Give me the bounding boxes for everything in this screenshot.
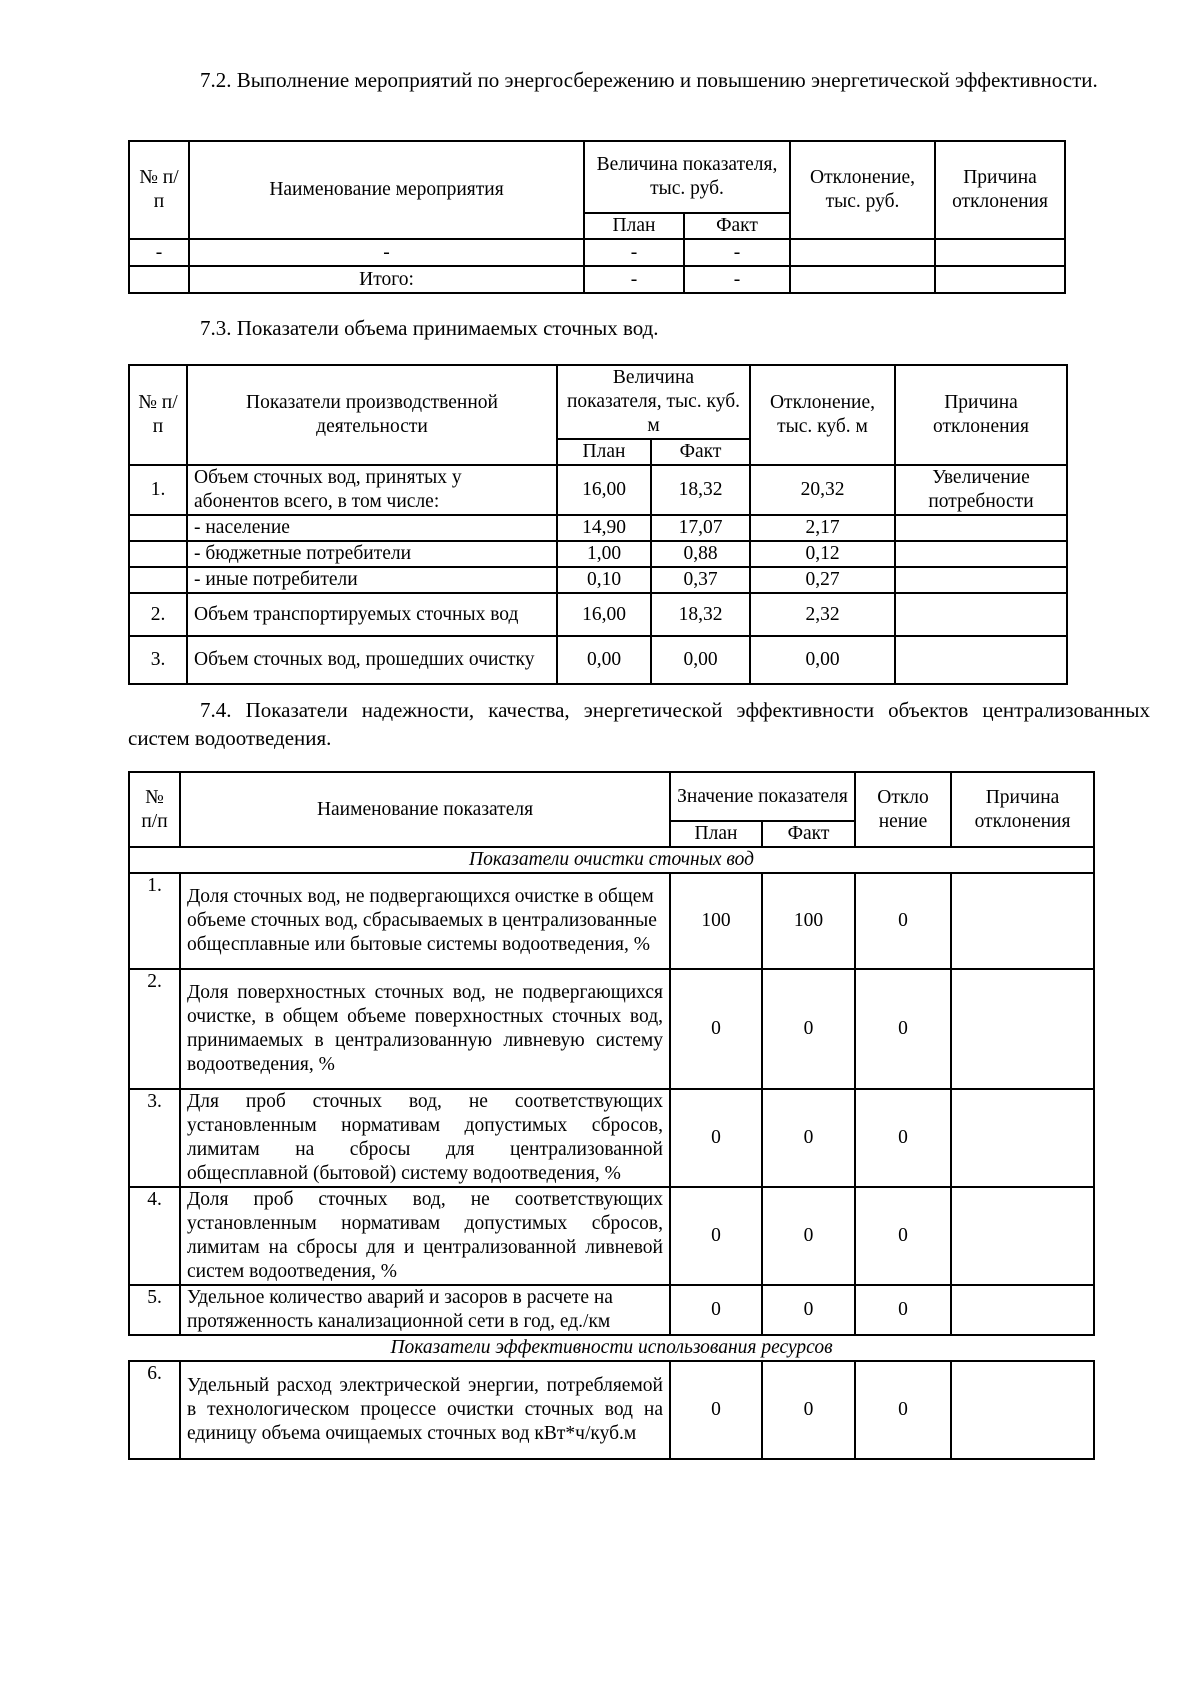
section-7-4-heading (128, 696, 1150, 752)
cell-plan: 16,00 (557, 593, 651, 636)
header-indicator-name: Наименование показателя (180, 772, 670, 847)
table-row (129, 1187, 1094, 1285)
header-num: № п/п (129, 772, 180, 847)
table-row (129, 567, 1067, 593)
cell-deviation: 0 (855, 1285, 951, 1335)
header-measure-name: Наименование мероприятия (189, 141, 584, 239)
cell-deviation: 0 (855, 1089, 951, 1187)
cell-reason (935, 266, 1065, 293)
cell-deviation: 0,00 (750, 636, 895, 684)
cell-fact: - (684, 239, 790, 266)
cell-plan: 100 (670, 873, 762, 969)
cell-num: 3. (129, 1089, 180, 1187)
header-plan: План (557, 439, 651, 465)
cell-name: Доля проб сточных вод, не соответствующих установленным нормативам допустимых сбросов, лимитам на сбросы для и централизованной ливневой систем водоотведения, % (180, 1187, 670, 1285)
cell-reason (895, 515, 1067, 541)
cell-plan: 0,00 (557, 636, 651, 684)
header-reason: Причина отклонения (951, 772, 1094, 847)
cell-plan: 1,00 (557, 541, 651, 567)
cell-reason (951, 969, 1094, 1089)
cell-deviation: 0 (855, 969, 951, 1089)
section-7-3-title: Показатели объема принимаемых сточных вод. (236, 316, 659, 340)
section-7-3-heading (128, 314, 1150, 342)
cell-fact: 0,00 (651, 636, 750, 684)
cell-num: 1. (129, 465, 187, 515)
section-7-4-number: 7.4. (200, 698, 232, 722)
cell-num: 6. (129, 1361, 180, 1459)
table-row (129, 239, 1065, 266)
header-reason: Причина отклонения (935, 141, 1065, 239)
cell-deviation: 2,17 (750, 515, 895, 541)
header-fact: Факт (684, 213, 790, 239)
cell-name: Объем сточных вод, принятых у абонентов всего, в том числе: (187, 465, 557, 515)
cell-fact: 0 (762, 1089, 855, 1187)
cell-plan: 0 (670, 1187, 762, 1285)
table-row (129, 593, 1067, 636)
header-plan: План (584, 213, 684, 239)
cell-plan: 0 (670, 1285, 762, 1335)
cell-fact: 0 (762, 969, 855, 1089)
cell-name: Объем сточных вод, прошедших очистку (187, 636, 557, 684)
cell-fact: 100 (762, 873, 855, 969)
cell-num: 3. (129, 636, 187, 684)
cell-fact: 0,88 (651, 541, 750, 567)
section-7-2-number: 7.2. (200, 68, 232, 92)
cell-num (129, 266, 189, 293)
header-plan: План (670, 821, 762, 847)
cell-reason (895, 636, 1067, 684)
cell-name: Объем транспортируемых сточных вод (187, 593, 557, 636)
cell-fact: 0 (762, 1361, 855, 1459)
header-num: № п/п (129, 141, 189, 239)
cell-num (129, 567, 187, 593)
cell-num: 5. (129, 1285, 180, 1335)
cell-fact: 0 (762, 1285, 855, 1335)
cell-num (129, 515, 187, 541)
header-fact: Факт (762, 821, 855, 847)
header-indicator-name: Показатели производственной деятельности (187, 365, 557, 465)
cell-deviation: 2,32 (750, 593, 895, 636)
cell-name: Доля поверхностных сточных вод, не подвергающихся очистке, в общем объеме поверхностных сточных вод, принимаемых в централизованную ливневую систему водоотведения, % (180, 969, 670, 1089)
cell-fact: 0,37 (651, 567, 750, 593)
table-row (129, 515, 1067, 541)
header-deviation: Отклонение, тыс. куб. м (750, 365, 895, 465)
table-row (129, 541, 1067, 567)
cell-name: - бюджетные потребители (187, 541, 557, 567)
table-row (129, 873, 1094, 969)
table-total-row (129, 266, 1065, 293)
cell-name: - (189, 239, 584, 266)
cell-plan: 0 (670, 1361, 762, 1459)
table-row (129, 1285, 1094, 1335)
cell-deviation: 20,32 (750, 465, 895, 515)
cell-deviation (790, 239, 935, 266)
table-row (129, 1089, 1094, 1187)
header-deviation: Отклонение, тыс. руб. (790, 141, 935, 239)
cell-deviation: 0,12 (750, 541, 895, 567)
header-reason: Причина отклонения (895, 365, 1067, 465)
cell-reason (895, 567, 1067, 593)
cell-plan: 0 (670, 969, 762, 1089)
cell-plan: - (584, 239, 684, 266)
cell-reason (935, 239, 1065, 266)
cell-reason (951, 873, 1094, 969)
section-header-wastewater-treatment: Показатели очистки сточных вод (129, 847, 1094, 873)
cell-plan: 14,90 (557, 515, 651, 541)
header-value: Величина показателя, тыс. руб. (584, 141, 790, 213)
section-7-3-number: 7.3. (200, 316, 232, 340)
cell-fact: - (684, 266, 790, 293)
cell-num: 4. (129, 1187, 180, 1285)
cell-name: - население (187, 515, 557, 541)
section-7-2-heading (128, 66, 1150, 94)
cell-deviation: 0 (855, 1361, 951, 1459)
table-row (129, 465, 1067, 515)
cell-name: Удельное количество аварий и засоров в расчете на протяженность канализационной сети в год, ед./км (180, 1285, 670, 1335)
cell-reason (895, 593, 1067, 636)
cell-num: 1. (129, 873, 180, 969)
cell-total-label: Итого: (189, 266, 584, 293)
cell-fact: 17,07 (651, 515, 750, 541)
cell-plan: 0 (670, 1089, 762, 1187)
cell-fact: 18,32 (651, 593, 750, 636)
table-row (129, 1361, 1094, 1459)
cell-plan: 16,00 (557, 465, 651, 515)
cell-deviation: 0,27 (750, 567, 895, 593)
header-num: № п/п (129, 365, 187, 465)
cell-deviation: 0 (855, 1187, 951, 1285)
cell-name: Удельный расход электрической энергии, потребляемой в технологическом процессе очистки сточных вод на единицу объема очищаемых сточных вод кВт*ч/куб.м (180, 1361, 670, 1459)
header-fact: Факт (651, 439, 750, 465)
cell-deviation: 0 (855, 873, 951, 969)
table-row (129, 636, 1067, 684)
cell-fact: 18,32 (651, 465, 750, 515)
table-row (129, 969, 1094, 1089)
cell-name: Доля сточных вод, не подвергающихся очистке в общем объеме сточных вод, сбрасываемых в централизованные общесплавные или бытовые системы водоотведения, % (180, 873, 670, 969)
cell-num: 2. (129, 593, 187, 636)
table-reliability-indicators (128, 771, 1095, 1460)
cell-num: 2. (129, 969, 180, 1089)
header-deviation: Откло нение (855, 772, 951, 847)
cell-plan: 0,10 (557, 567, 651, 593)
table-energy-saving-measures (128, 140, 1066, 294)
cell-name: Для проб сточных вод, не соответствующих установленным нормативам допустимых сбросов, лимитам на сбросы для централизованной общесплавной (бытовой) систему водоотведения, % (180, 1089, 670, 1187)
table-wastewater-volume (128, 364, 1068, 685)
cell-reason (951, 1361, 1094, 1459)
cell-reason (951, 1089, 1094, 1187)
cell-fact: 0 (762, 1187, 855, 1285)
header-value: Значение показателя (670, 772, 855, 821)
cell-num: - (129, 239, 189, 266)
cell-num (129, 541, 187, 567)
cell-reason (951, 1285, 1094, 1335)
cell-deviation (790, 266, 935, 293)
cell-plan: - (584, 266, 684, 293)
cell-name: - иные потребители (187, 567, 557, 593)
cell-reason: Увеличение потребности (895, 465, 1067, 515)
cell-reason (951, 1187, 1094, 1285)
section-header-resource-efficiency: Показатели эффективности использования ресурсов (390, 1337, 833, 1358)
header-value: Величина показателя, тыс. куб. м (557, 365, 750, 439)
cell-reason (895, 541, 1067, 567)
section-7-2-title: Выполнение мероприятий по энергосбережению и повышению энергетической эффективности. (236, 68, 1098, 92)
section-7-4-title: Показатели надежности, качества, энергетической эффективности объектов централизованных систем водоотведения. (128, 698, 1151, 750)
